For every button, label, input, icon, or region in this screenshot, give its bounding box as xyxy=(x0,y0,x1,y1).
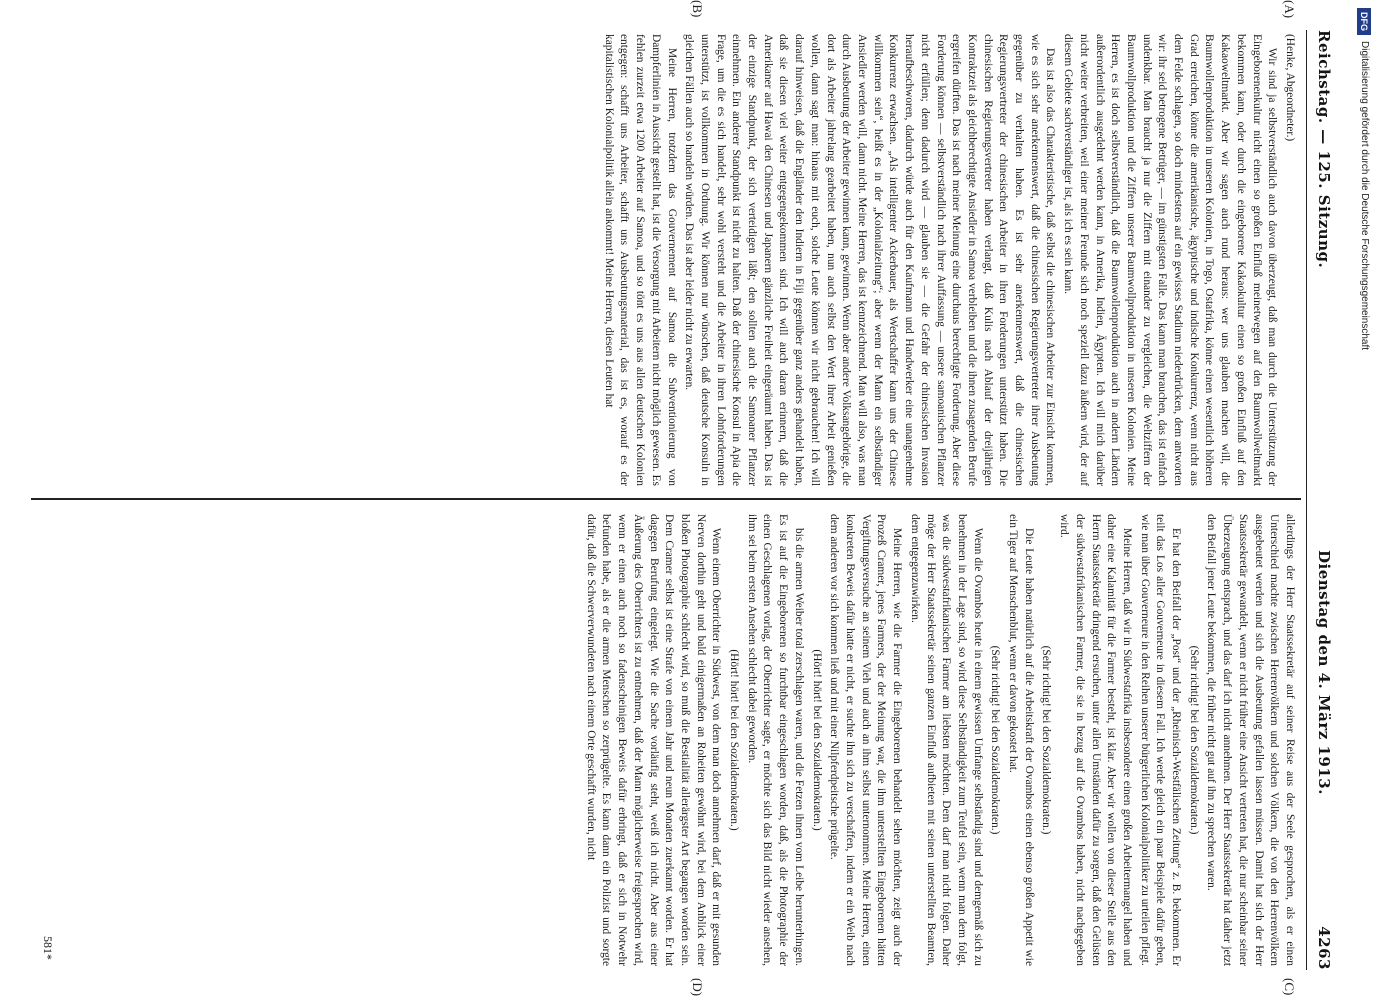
paragraph: (Sehr richtig! bei den Sozialdemokraten.) xyxy=(989,645,1002,835)
paragraph: Meine Herren, trotzdem das Gouvernement auf Samoa die Subventionierung von Dampferlinien in Aussicht gestellt hat, ist die Versorgung mit Arbeitern nicht möglich gewesen. Es fehlen zurzeit etwa 1200 Arbeiter auf Samoa, und so tönt es uns aus allen deutschen Kolonien entgegen: schafft uns Arbeiter, schafft uns Ausbeutungsmaterial, das ist es, worauf es der kapitalistischen Kolonialpolitik allein ankommt! Meine Herren, diesen Leuten hat xyxy=(602,34,678,486)
paragraph: Meine Herren, wie die Farmer die Eingeborenen behandelt sehen möchten, zeigt auch der Prozeß Cramer, jenes Farmers, der der Meinung war, die ihm unterstellten Eingeborenen hätten Vergiftungsversuche an seinem Vieh und auch an ihm selbst unternommen. Meine Herren, einen konkreten Beweis dafür hatte er nicht, er suchte ihn sich zu verschaffen, indem er ein Weib nach dem anderen vor sich kommen ließ und mit einer Nilpferdpeitsche prügelte. xyxy=(828,514,904,966)
column-divider xyxy=(31,498,1301,500)
right-text-column xyxy=(27,514,1297,966)
paragraph: Das ist also das Charakteristische, daß selbst die chinesischen Arbeiter zur Einsicht kommen, wie es sich sehr anerkennenswert, daß die chinesischen Regierungsvertreter ihrer Ausbeutung gegenüber zu verhalten haben. Es ist sehr anerkennenswert, daß die chinesischen Regierungsvertreter der chinesischen Arbeiter in ihren Forderungen unterstützt haben. Die chinesischen Regierungsvertreter haben verlangt, daß Kulis nach Ablauf der dreijährigen Kontraktzeit als gleichberechtigte Ansiedler in Samoa verbleiben und die ihnen zusagenden Berufe ergreifen dürften. Das ist nach meiner Meinung eine durchaus berechtigte Forderung. Aber diese Forderung können — selbstverständlich nach ihrer Auffassung — unsere samoanischen Pflanzer nicht erfüllen; denn dadurch wird — glauben sie — die Gefahr der chinesischen Invasion heraufbeschworen, dadurch würde auch für den Kaufmann und Handwerker eine unangenehme Konkurrenz erwachsen. „Als intelligenter Ackerbauer, als Wertschaffer kann uns der Chinese willkommen sein“, heißt es in der „Kolonialzeitung“; aber wenn der Mann ein selbständiger Ansiedler werden will, dann nicht. Meine Herren, das ist kennzeichnend. Man will also, was man durch Ausbeutung der Arbeiter gewinnen kann, gewinnen. Wenn aber andere Volksangehörige, die dort als Arbeiter jahrelang gearbeitet haben, nun auch selbst den Wert ihrer Arbeit genießen wollen, dann sagt man: hinaus mit euch, solche Leute können wir nicht gebrauchen! Ich will darauf hinweisen, daß die Engländer den Indiern in Fiji gegenüber ganz anders gehandelt haben, daß sie diesen viel weiter entgegengekommen sind. Ich will auch daran erinnern, daß die Amerikaner auf Hawai den Chinesen und Japanern gänzliche Freiheit eingeräumt haben. Das ist der einzige Standpunkt, der sich verteidigen läßt; den sollten auch die Samoaner Pflanzer einnehmen. Ein anderer Standpunkt ist nicht zu halten. Daß der chinesische Konsul in Apia die Frage, um die es sich handelt, sehr wohl versteht und die Arbeiter in ihren Lohnforderungen unterstützt, ist vollkommen in Ordnung. Wir können nur wünschen, daß deutsche Konsuln in gleichen Fällen auch so handeln würden. Das ist aber leider nicht zu erwarten. xyxy=(683,34,1057,486)
sheet-number: 581* xyxy=(41,936,55,960)
paragraph: (Henke, Abgeordneter.) xyxy=(1284,34,1296,142)
header-session: Reichstag. — 125. Sitzung. xyxy=(1315,30,1333,269)
header-date: Dienstag den 4. März 1913. xyxy=(1315,550,1333,795)
paragraph: (Sehr richtig! bei den Sozialdemokraten.) xyxy=(1187,645,1200,835)
dfg-logo: DFG xyxy=(1357,8,1371,35)
page-header xyxy=(1305,30,1345,970)
paragraph: Er hat den Beifall der „Post“ und der „Rheinisch-Westfälischen Zeitung“ z. B. bekommen. Er teilt das Los aller Gouverneure in diesem Fall. Ich werde gleich ein paar Beispiele dafür geben, wie man über Gouverneure in den Reihen unserer bürgerlichen Kolonialpolitiker zu urteilen pflegt. xyxy=(1138,514,1183,966)
paragraph: (Hört! hört! bei den Sozialdemokraten.) xyxy=(728,649,741,831)
margin-marker-a: (A) xyxy=(1282,0,1297,19)
paragraph: allerdings der Herr Staatssekretär auf seiner Reise aus der Seele gesprochen, als er einen Unterschied machte zwischen Herrenvölkern und solchen Völkern, die von den Herrenvölkern ausgebeutet werden und sich die Ausbeutung gefallen lassen müssen. Damit hat sich der Herr Staatssekretär gewandelt, wenn er nicht früher eine Ansicht vertreten hat, die nur scheinbar seiner Überzeugung entsprach, und das darf ich nicht annehmen. Der Herr Staatssekretär hat daher jetzt den Beifall jener Leute bekommen, die früher nicht gut auf ihn zu sprechen waren. xyxy=(1205,514,1296,966)
header-rule xyxy=(1306,30,1307,970)
rotated-page xyxy=(5,0,1345,997)
margin-marker-b: (B) xyxy=(690,0,705,18)
margin-marker-d: (D) xyxy=(690,978,705,997)
paragraph: Meine Herren, daß wir in Südwestafrika insbesondere einen großen Arbeitermangel haben und daher eine Kalamität für die Farmer besteht, ist klar. Aber wir wollen von dieser Stelle aus den Herrn Staatssekretär dringend ersuchen, unter allen Umständen dafür zu sorgen, daß den Gelüsten der südwestafrikanischen Farmer, die sie in bezug auf die Ovambos haben, nicht nachgegeben wird. xyxy=(1058,514,1133,966)
paragraph: Wenn die Ovambos heute in einem gewissen Umfange selbständig sind und demgemäß sich zu benehmen in der Lage sind, so wird diese Selbständigkeit zum Teufel sein, wenn man dem folgt, was die südwestafrikanischen Farmer am liebsten möchten. Dem darf man nicht folgen. Daher möge der Herr Staatssekretär seinen ganzen Einfluß aufbieten mit seinen unterstellten Beamten, dem entgegenzuwirken. xyxy=(908,514,984,966)
left-text-column xyxy=(27,34,1297,486)
paragraph: (Sehr richtig! bei den Sozialdemokraten.) xyxy=(1040,645,1053,835)
paragraph: (Hört! hört! bei den Sozialdemokraten.) xyxy=(810,649,823,831)
digitization-note xyxy=(1353,8,1375,992)
header-page-number: 4263 xyxy=(1315,926,1333,970)
paragraph: Wir sind ja selbstverständlich auch davon überzeugt, daß man durch die Unterstützung der Eingeborenenkultur nicht einen so großen Einfluß meinetwegen auf den Baumwollweltmarkt bekommen kann, oder durch die eingeborene Kakaokultur einen so großen Einfluß auf den Kakaoweltmarkt. Aber wir sagen auch rund heraus: wer uns glauben machen will, die Baumwollenproduktion in unseren Kolonien, in Togo, Ostafrika, könne einen wesentlich höheren Grad erreichen, könne die amerikanische, ägyptische und indische Konkurrenz, wenn nicht aus dem Felde schlagen, so doch mindestens auf ein gewisses Stadium niederdrücken, dem antworten wir: ihr seid betrogene Betrüger, — im günstigsten Falle. Das kann man brauchen, das ist einfach undenkbar. Man braucht ja nur die Ziffern mit einander zu vergleichen, die Weltziffern der Baumwollproduktion und die Ziffern unserer Baumwollproduktion in unseren Kolonien. Meine Herren, es ist doch selbstverständlich, daß die Baumwollenproduktion auch in andern Ländern außerordentlich ausgedehnt werden kann, in Amerika, Indien, Ägypten. Ich will mich darüber nicht weiter verbreiten, weil einer meiner Freunde sich noch speziell dazu äußern wird, der auf diesem Gebiete sachverständiger ist, als ich es sein kann. xyxy=(1062,34,1279,486)
digitization-text: Digitalisierung gefördert durch die Deutsche Forschungsgemeinschaft xyxy=(1359,41,1370,351)
paragraph: Wenn einem Oberrichter in Südwest, von dem man doch annehmen darf, daß er mit gesunden Nerven dorthin geht und bald einigermaßen an Roheiten gewöhnt wird, bei dem Anblick einer bloßen Photographie schlecht wird, so muß die Bestialität allerärgster Art begangen worden sein. Dem Cramer selbst ist eine Strafe von einem Jahr und neun Monaten zuerkannt worden. Er hat dagegen Berufung eingelegt. Wie die Sache vorläufig steht, weiß ich nicht. Aber aus einer Äußerung des Oberrichters ist zu entnehmen, daß der Mann möglicherweise freigesprochen wird, wenn er einen auch noch so fadenscheinigen Beweis dafür erbringt, daß er sich in Notwehr befunden habe, als er die armen Menschen so zerprügelte. Es kann dann ein Polizist und sorgte dafür, daß die Schwerverwundeten nach einem Orte geschafft wurden, nicht xyxy=(584,514,723,966)
paragraph: bis die armen Weiber total zerschlagen waren, und die Fetzen ihnen vom Leibe herunterhingen. Es ist auf die Eingeborenen so furchtbar eingeschlagen worden, daß, als die Photographie der einen Geschlagenen vorlag, der Oberrichter sagte, er möchte sich das Bild nicht wieder ansehen, ihm sei beim ersten Ansehen schlecht dabei geworden. xyxy=(745,514,805,966)
paragraph: Die Leute haben natürlich auf die Arbeitskraft der Ovambos einen ebenso großen Appetit wie ein Tiger auf Menschenblut, wenn er davon gekostet hat. xyxy=(1007,514,1035,966)
margin-marker-c: (C) xyxy=(1282,978,1297,996)
